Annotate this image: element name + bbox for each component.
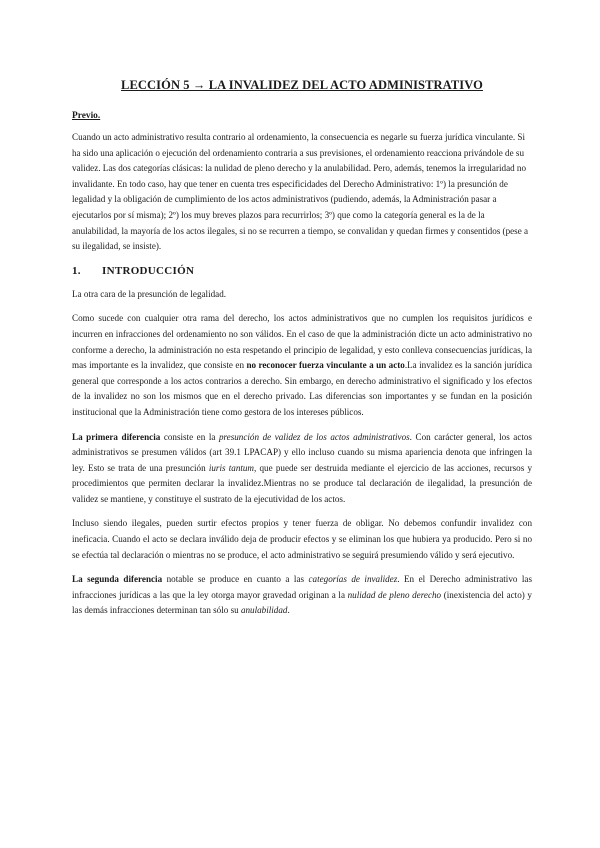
bold-phrase: no reconocer fuerza vinculante a un acto [246, 360, 405, 371]
bold-phrase: La segunda diferencia [72, 574, 163, 585]
previo-paragraph: Cuando un acto administrativo resulta contrario al ordenamiento, la consecuencia es negarle su fuerza jurídica vinculante. Si ha sido una aplicación o ejecución del ordenamiento contraria a sus previsiones, el ordenamiento reacciona privándole de su validez. Las dos categorías clásicas: la nulidad de pleno derecho y la anulabilidad. Pero, además, tenemos la irregularidad no invalidante. En todo caso, hay que tener en cuenta tres especificidades del Derecho Administrativo: 1º) la presunción de legalidad y la obligación de cumplimiento de los actos administrativos (pudiendo, además, la Administración pasar a ejecutarlos por sí misma); 2º) los muy breves plazos para recurrirlos; 3º) que como la categoría general es la de la anulabilidad, la mayoría de los actos ilegales, si no se recurren a tiempo, se convalidan y quedan firmes y consentidos (pese a su ilegalidad, se insiste). [72, 132, 529, 252]
paragraph-primera-diferencia [72, 430, 532, 508]
bold-phrase: La primera diferencia [72, 431, 161, 442]
italic-phrase: categorías de invalidez [308, 574, 398, 585]
paragraph-segunda-diferencia [72, 572, 532, 619]
paragraph-text: . [287, 605, 290, 616]
previo-heading: Previo. [72, 111, 101, 121]
paragraph-text: (inexistencia del acto) y las demás infracciones determinan tan sólo su [72, 589, 532, 616]
italic-phrase: nulidad de pleno derecho [347, 589, 442, 600]
paragraph-text: , que puede ser destruida mediante el ejercicio de las acciones, recursos y procedimientos que permiten declarar la invalidez.Mientras no se produce tal declaración de ilegalidad, la presunción de validez se mantiene, y constituye el sustrato de la ejecutividad de los actos. [72, 462, 533, 504]
italic-phrase: iuris tantum [208, 462, 255, 473]
section-number: 1. [72, 264, 81, 277]
paragraph-invalidez [72, 311, 532, 420]
document-page [72, 78, 532, 628]
page-title: LECCIÓN 5 → LA INVALIDEZ DEL ACTO ADMINISTRATIVO [121, 78, 483, 92]
paragraph-text: . Con carácter general, los actos administrativos se presumen válidos (art 39.1 LPACAP) y ello incluso cuando su misma apariencia denota que infringen la ley. Esto se trata de una presunción [72, 431, 532, 473]
section-title: INTRODUCCIÓN [102, 264, 195, 277]
section-heading-introduccion [72, 265, 532, 277]
italic-phrase: anulabilidad [240, 605, 288, 616]
paragraph-text: Como sucede con cualquier otra rama del derecho, los actos administrativos que no cumplen los requisitos jurídicos e incurren en infracciones del ordenamiento no son válidos. En el caso de que la administración dicte un acto administrativo no conforme a derecho, la administración no esta respetando el principio de legalidad, y esto conlleva consecuencias jurídicas, la mas importante es la invalidez, que consiste en [72, 313, 532, 371]
paragraph-text: .La invalidez es la sanción jurídica general que corresponde a los actos contrarios a derecho. Sin embargo, en derecho administrativo el significado y los efectos de la invalidez no son los mismos que en el derecho privado. Las diferencias son importantes y se fundan en la posición institucional que la Administración tiene como gestora de los intereses públicos. [72, 360, 532, 417]
italic-phrase: presunción de validez de los actos administrativos [218, 431, 410, 442]
paragraph-text: . En el Derecho administrativo las infracciones jurídicas a las que la ley otorga mayor gravedad originan a la [72, 574, 532, 600]
paragraph-text: consiste en la [160, 431, 219, 442]
intro-line: La otra cara de la presunción de legalidad. [72, 288, 227, 299]
paragraph-text: notable se produce en cuanto a las [162, 574, 309, 585]
paragraph-ilegales: Incluso siendo ilegales, pueden surtir efectos propios y tener fuerza de obligar. No debemos confundir invalidez con ineficacia. Cuando el acto se declara inválido deja de producir efectos y se eliminan los que hubiera ya producido. Pero si no se efectúa tal declaración o mientras no se produce, el acto administrativo se seguirá presumiendo válido y será ejecutivo. [72, 518, 532, 560]
